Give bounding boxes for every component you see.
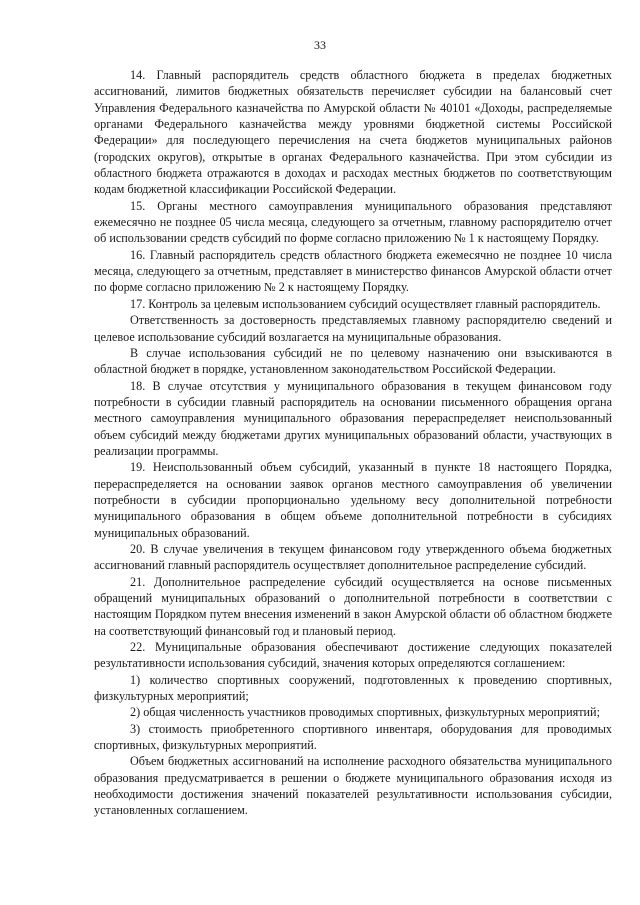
paragraph-15: 15. Органы местного самоуправления муниципального образования представляют ежемесячно не позднее 05 числа месяца, следующего за отчетным, главному распорядителю отчет об использовании средств субсидий по форме согласно приложению № 1 к настоящему Порядку. bbox=[94, 198, 612, 246]
indicator-item-2: 2) общая численность участников проводимых спортивных, физкультурных мероприятий; bbox=[130, 705, 600, 720]
indicator-item-1: 1) количество спортивных сооружений, подготовленных к проведению спортивных, физкультурных мероприятий; bbox=[94, 672, 612, 704]
paragraph-17: 17. Контроль за целевым использованием субсидий осуществляет главный распорядитель. bbox=[130, 296, 601, 311]
indicator-item-3: 3) стоимость приобретенного спортивного инвентаря, оборудования для проводимых спортивных, физкультурных мероприятий. bbox=[94, 721, 612, 753]
paragraph-21: 21. Дополнительное распределение субсидий осуществляется на основе письменных обращений муниципальных образований о дополнительной потребности в соответствии с настоящим Порядком путем внесения изменений в закон Амурской области об областном бюджете на соответствующий финансовый год и плановый период. bbox=[94, 574, 612, 638]
paragraph-20: 20. В случае увеличения в текущем финансовом году утвержденного объема бюджетных ассигнований главный распорядитель осуществляет дополнительное распределение субсидий. bbox=[94, 541, 612, 573]
paragraph-17-recovery: В случае использования субсидий не по целевому назначению они взыскиваются в областной бюджет в порядке, установленном законодательством Российской Федерации. bbox=[94, 345, 612, 377]
paragraph-17-responsibility: Ответственность за достоверность представляемых главному распорядителю сведений и целевое использование субсидий возлагается на муниципальные образования. bbox=[94, 313, 612, 344]
paragraph-18: 18. В случае отсутствия у муниципального образования в текущем финансовом году потребности в субсидии главный распорядитель на основании письменного обращения органа местного самоуправления муниципального образования перераспределяет неиспользованный объем субсидий между бюджетами других муниципальных образований области, участвующих в реализации программы. bbox=[94, 378, 612, 458]
document-body bbox=[94, 67, 612, 819]
page-number: 33 bbox=[314, 38, 326, 52]
paragraph-16: 16. Главный распорядитель средств областного бюджета ежемесячно не позднее 10 числа месяца, следующего за отчетным, представляет в министерство финансов Амурской области отчет по форме согласно приложению № 2 к настоящему Порядку. bbox=[94, 247, 612, 295]
paragraph-budget-allocation: Объем бюджетных ассигнований на исполнение расходного обязательства муниципального образования предусматривается в решении о бюджете муниципального образования исходя из необходимости достижения значений показателей результативности использования субсидии, установленных соглашением. bbox=[94, 754, 612, 818]
paragraph-14: 14. Главный распорядитель средств областного бюджета в пределах бюджетных ассигнований, лимитов бюджетных обязательств перечисляет субсидии на балансовый счет Управления Федерального казначейства по Амурской области № 40101 «Доходы, распределяемые органами Федерального казначейства между уровнями бюджетной системы Российской Федерации» для последующего перечисления на счета бюджетов муниципальных районов (городских округов), открытые в органах Федерального казначейства. При этом субсидии из областного бюджета отражаются в доходах и расходах местных бюджетов по соответствующим кодам бюджетной классификации Российской Федерации. bbox=[94, 68, 612, 197]
paragraph-19: 19. Неиспользованный объем субсидий, указанный в пункте 18 настоящего Порядка, перераспределяется на основании заявок органов местного самоуправления об увеличении потребности в субсидии пропорционально удельному весу дополнительной потребности муниципального образования в общем объеме дополнительной потребности в субсидиях муниципальных образований. bbox=[94, 460, 612, 540]
paragraph-22: 22. Муниципальные образования обеспечивают достижение следующих показателей результативности использования субсидий, значения которых определяются соглашением: bbox=[94, 640, 612, 671]
